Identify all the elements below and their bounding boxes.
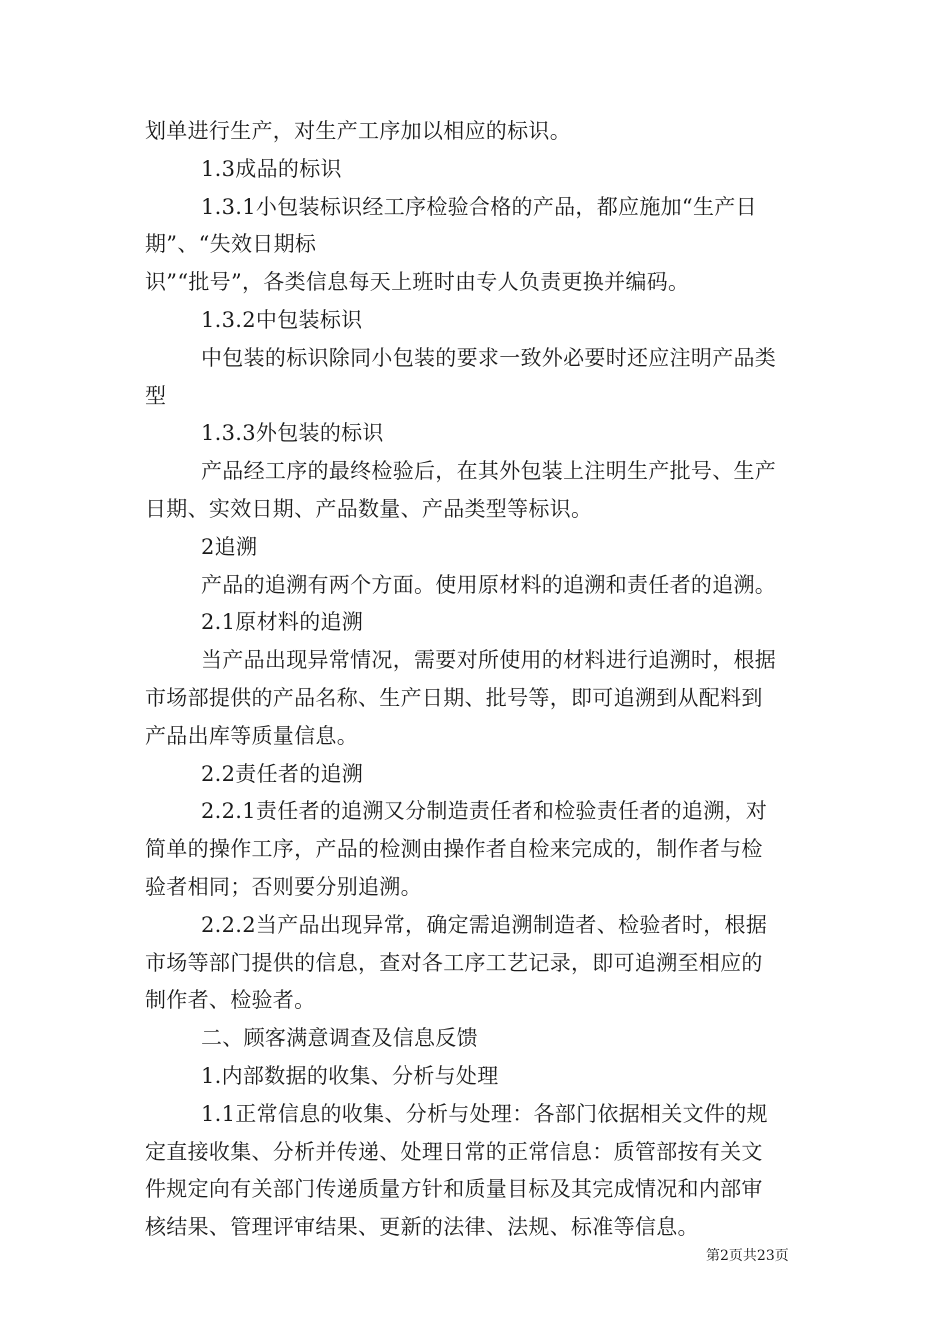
text-line: 1.1正常信息的收集、分析与处理：各部门依据相关文件的规 [201, 1101, 768, 1126]
section-heading: 1.3成品的标识 [201, 156, 342, 181]
text-line: 识”“批号”，各类信息每天上班时由专人负责更换并编码。 [145, 270, 690, 295]
text-line: 2.2.2当产品出现异常，确定需追溯制造者、检验者时，根据 [201, 912, 768, 937]
page-number: 第2页共23页 [706, 1248, 789, 1264]
section-heading: 2追溯 [201, 534, 258, 559]
text-line: 日期、实效日期、产品数量、产品类型等标识。 [145, 496, 593, 521]
section-heading: 1.3.3外包装的标识 [201, 421, 384, 446]
text-line: 市场部提供的产品名称、生产日期、批号等，即可追溯到从配料到 [145, 685, 763, 710]
section-heading: 1.内部数据的收集、分析与处理 [201, 1063, 499, 1088]
text-line: 简单的操作工序，产品的检测由操作者自检来完成的，制作者与检 [145, 837, 763, 862]
text-line: 1.3.1小包装标识经工序检验合格的产品，都应施加“生产日 [201, 194, 757, 219]
text-line: 产品经工序的最终检验后，在其外包装上注明生产批号、生产 [201, 459, 777, 484]
text-line: 件规定向有关部门传递质量方针和质量目标及其完成情况和内部审 [145, 1177, 763, 1202]
text-line: 2.2.1责任者的追溯又分制造责任者和检验责任者的追溯，对 [201, 799, 768, 824]
section-heading: 1.3.2中包装标识 [201, 307, 363, 332]
section-heading: 2.1原材料的追溯 [201, 610, 364, 635]
text-line: 核结果、管理评审结果、更新的法律、法规、标准等信息。 [145, 1215, 699, 1240]
section-heading: 二、顾客满意调查及信息反馈 [201, 1026, 478, 1051]
text-line: 当产品出现异常情况，需要对所使用的材料进行追溯时，根据 [201, 648, 777, 673]
text-line: 产品的追溯有两个方面。使用原材料的追溯和责任者的追溯。 [201, 572, 777, 597]
text-line: 市场等部门提供的信息，查对各工序工艺记录，即可追溯至相应的 [145, 950, 763, 975]
text-line: 验者相同；否则要分别追溯。 [145, 874, 422, 899]
text-line: 型 [145, 383, 167, 408]
text-line: 期”、“失效日期标 [145, 232, 317, 257]
text-line: 中包装的标识除同小包装的要求一致外必要时还应注明产品类 [201, 345, 777, 370]
document-body [145, 113, 810, 1247]
text-line: 制作者、检验者。 [145, 988, 316, 1013]
text-line: 产品出库等质量信息。 [145, 723, 358, 748]
text-line: 划单进行生产，对生产工序加以相应的标识。 [145, 119, 571, 143]
section-heading: 2.2责任者的追溯 [201, 761, 364, 786]
text-line: 定直接收集、分析并传递、处理日常的正常信息：质管部按有关文 [145, 1139, 763, 1164]
